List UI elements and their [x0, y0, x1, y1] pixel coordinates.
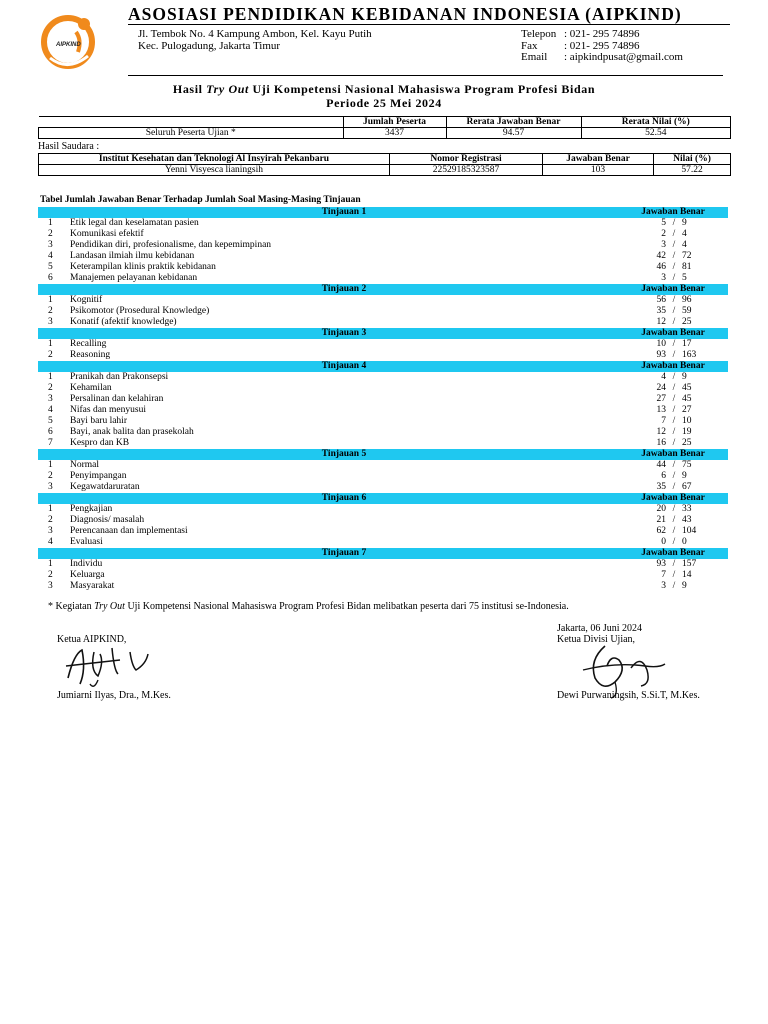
item-number: 5 — [48, 416, 53, 426]
item-number: 3 — [48, 240, 53, 250]
item-score — [618, 537, 728, 548]
item-name: Bayi baru lahir — [70, 416, 127, 426]
table-row — [38, 350, 728, 361]
score-separator: / — [672, 350, 676, 360]
score-separator: / — [672, 372, 676, 382]
summary-header: Rerata Nilai (%) — [581, 117, 731, 128]
total-count: 67 — [682, 482, 692, 492]
correct-count: 0 — [661, 537, 666, 547]
correct-count: 3 — [661, 273, 666, 283]
item-name: Nifas dan menyusui — [70, 405, 146, 415]
item-score — [618, 471, 728, 482]
phone-label: Telepon — [521, 28, 557, 40]
total-count: 25 — [682, 438, 692, 448]
item-score — [618, 240, 728, 251]
correct-count: 35 — [656, 306, 666, 316]
item-score — [618, 526, 728, 537]
table-row — [38, 229, 728, 240]
total-count: 25 — [682, 317, 692, 327]
correct-count: 93 — [656, 350, 666, 360]
correct-count: 3 — [661, 240, 666, 250]
section-title: Tinjauan 7 — [70, 548, 618, 559]
personal-header: Nomor Registrasi — [390, 154, 543, 165]
correct-count: 21 — [656, 515, 666, 525]
section-no-blank — [38, 548, 70, 559]
item-number: 1 — [48, 504, 53, 514]
score-separator: / — [672, 482, 676, 492]
total-count: 45 — [682, 383, 692, 393]
item-number: 1 — [48, 218, 53, 228]
table-row — [38, 394, 728, 405]
score-separator: / — [672, 383, 676, 393]
score-separator: / — [672, 273, 676, 283]
phone-value: : 021- 295 74896 — [564, 28, 640, 40]
item-number: 3 — [48, 482, 53, 492]
report-period: Periode 25 Mei 2024 — [326, 96, 442, 110]
item-number: 7 — [48, 438, 53, 448]
fax-value: : 021- 295 74896 — [564, 40, 640, 52]
section-no-blank — [38, 493, 70, 504]
table-row — [38, 482, 728, 493]
footnote-post: Uji Kompetensi Nasional Mahasiswa Program Profesi Bidan melibatkan peserta dari 75 institusi se-Indonesia. — [124, 601, 569, 612]
item-name: Kespro dan KB — [70, 438, 130, 448]
item-name: Bayi, anak balita dan prasekolah — [70, 427, 194, 437]
section-no-blank — [38, 328, 70, 339]
item-score — [618, 570, 728, 581]
item-name: Reasoning — [70, 350, 111, 360]
table-row — [38, 240, 728, 251]
item-name: Perencanaan dan implementasi — [70, 526, 188, 536]
correct-count: 2 — [661, 229, 666, 239]
signature-place-date: Jakarta, 06 Juni 2024 — [557, 623, 642, 634]
address-line-1: Jl. Tembok No. 4 Kampung Ambon, Kel. Kayu Putih — [138, 28, 372, 40]
total-count: 43 — [682, 515, 692, 525]
score-separator: / — [672, 240, 676, 250]
organization-name: ASOSIASI PENDIDIKAN KEBIDANAN INDONESIA (AIPKIND) — [128, 4, 682, 24]
total-count: 45 — [682, 394, 692, 404]
score-separator: / — [672, 537, 676, 547]
correct-count: 13 — [656, 405, 666, 415]
title-italic: Try Out — [206, 82, 249, 96]
correct-count: 4 — [661, 372, 666, 382]
detail-table — [38, 207, 728, 592]
item-score — [618, 416, 728, 427]
table-row — [38, 471, 728, 482]
total-count: 5 — [682, 273, 687, 283]
summary-row-label: Seluruh Peserta Ujian * — [39, 128, 344, 139]
score-percent: 57.22 — [654, 165, 731, 176]
total-count: 33 — [682, 504, 692, 514]
summary-table — [38, 116, 731, 139]
correct-count: 27 — [656, 394, 666, 404]
left-signatory-title: Ketua AIPKIND, — [57, 634, 127, 645]
item-number: 4 — [48, 537, 53, 547]
total-count: 14 — [682, 570, 692, 580]
left-signatory-name: Jumiarni Ilyas, Dra., M.Kes. — [57, 690, 171, 701]
correct-count: 6 — [661, 471, 666, 481]
correct-count: 3 — [661, 581, 666, 591]
section-header-row — [38, 361, 728, 372]
student-name: Yenni Visyesca lianingsih — [39, 165, 390, 176]
item-number: 2 — [48, 350, 53, 360]
item-number: 1 — [48, 295, 53, 305]
score-separator: / — [672, 339, 676, 349]
total-count: 59 — [682, 306, 692, 316]
score-separator: / — [672, 471, 676, 481]
table-row — [38, 273, 728, 284]
table-row — [38, 559, 728, 570]
section-header-row — [38, 207, 728, 218]
item-score — [618, 383, 728, 394]
answer-header: Jawaban Benar — [618, 328, 728, 339]
score-separator: / — [672, 229, 676, 239]
section-header-row — [38, 493, 728, 504]
detail-table-title: Tabel Jumlah Jawaban Benar Terhadap Jumlah Soal Masing-Masing Tinjauan — [40, 195, 361, 205]
section-no-blank — [38, 207, 70, 218]
registration-number: 22529185323587 — [390, 165, 543, 176]
item-number: 1 — [48, 339, 53, 349]
section-title: Tinjauan 3 — [70, 328, 618, 339]
answer-header: Jawaban Benar — [618, 361, 728, 372]
item-name: Kegawatdaruratan — [70, 482, 140, 492]
total-count: 72 — [682, 251, 692, 261]
table-row — [38, 438, 728, 449]
institution-name: Institut Kesehatan dan Teknologi Al Insyirah Pekanbaru — [39, 154, 390, 165]
score-separator: / — [672, 581, 676, 591]
item-number: 2 — [48, 515, 53, 525]
item-score — [618, 581, 728, 592]
score-separator: / — [672, 295, 676, 305]
item-score — [618, 251, 728, 262]
total-count: 9 — [682, 372, 687, 382]
score-separator: / — [672, 416, 676, 426]
table-row — [38, 570, 728, 581]
item-score — [618, 504, 728, 515]
logo-text: AIPKIND — [56, 42, 81, 48]
email-label: Email — [521, 51, 548, 63]
item-name: Pendidikan diri, profesionalisme, dan kepemimpinan — [70, 240, 272, 250]
item-name: Penyimpangan — [70, 471, 127, 481]
item-number: 6 — [48, 273, 53, 283]
correct-count: 44 — [656, 460, 666, 470]
fax-label: Fax — [521, 40, 538, 52]
item-number: 1 — [48, 460, 53, 470]
total-count: 19 — [682, 427, 692, 437]
table-row — [38, 372, 728, 383]
table-row — [38, 581, 728, 592]
section-no-blank — [38, 284, 70, 295]
right-signatory-name: Dewi Purwaningsih, S.Si.T, M.Kes. — [557, 690, 700, 701]
section-title: Tinjauan 1 — [70, 207, 618, 218]
item-name: Komunikasi efektif — [70, 229, 144, 239]
header-divider — [128, 75, 723, 76]
score-separator: / — [672, 504, 676, 514]
item-score — [618, 515, 728, 526]
total-count: 4 — [682, 240, 687, 250]
total-count: 9 — [682, 471, 687, 481]
section-no-blank — [38, 361, 70, 372]
item-score — [618, 306, 728, 317]
item-number: 3 — [48, 394, 53, 404]
score-separator: / — [672, 515, 676, 525]
answer-header: Jawaban Benar — [618, 493, 728, 504]
correct-count: 7 — [661, 416, 666, 426]
right-signatory-title: Ketua Divisi Ujian, — [557, 634, 636, 645]
item-name: Keluarga — [70, 570, 105, 580]
item-score — [618, 218, 728, 229]
title-post: Uji Kompetensi Nasional Mahasiswa Program Profesi Bidan — [248, 82, 596, 96]
correct-count: 42 — [656, 251, 666, 261]
item-score — [618, 438, 728, 449]
personal-result-table — [38, 153, 731, 176]
answer-header: Jawaban Benar — [618, 284, 728, 295]
item-name: Normal — [70, 460, 100, 470]
item-score — [618, 262, 728, 273]
personal-result-label: Hasil Saudara : — [38, 141, 100, 152]
item-score — [618, 460, 728, 471]
total-count: 75 — [682, 460, 692, 470]
table-row — [38, 504, 728, 515]
personal-header: Nilai (%) — [654, 154, 731, 165]
table-row — [38, 537, 728, 548]
score-separator: / — [672, 262, 676, 272]
table-row — [38, 306, 728, 317]
correct-count: 12 — [656, 317, 666, 327]
item-score — [618, 295, 728, 306]
item-name: Individu — [70, 559, 103, 569]
score-separator: / — [672, 427, 676, 437]
score-separator: / — [672, 405, 676, 415]
section-header-row — [38, 548, 728, 559]
summary-value: 94.57 — [446, 128, 581, 139]
item-number: 6 — [48, 427, 53, 437]
correct-count: 10 — [656, 339, 666, 349]
personal-header: Jawaban Benar — [543, 154, 654, 165]
section-no-blank — [38, 449, 70, 460]
item-number: 2 — [48, 229, 53, 239]
total-count: 9 — [682, 218, 687, 228]
table-row — [38, 317, 728, 328]
item-name: Persalinan dan kelahiran — [70, 394, 164, 404]
item-number: 1 — [48, 372, 53, 382]
item-number: 2 — [48, 306, 53, 316]
answer-header: Jawaban Benar — [618, 449, 728, 460]
item-score — [618, 405, 728, 416]
answer-header: Jawaban Benar — [618, 548, 728, 559]
footnote — [48, 601, 569, 612]
section-title: Tinjauan 6 — [70, 493, 618, 504]
table-row — [38, 339, 728, 350]
total-count: 27 — [682, 405, 692, 415]
total-count: 0 — [682, 537, 687, 547]
score-separator: / — [672, 251, 676, 261]
item-name: Etik legal dan keselamatan pasien — [70, 218, 199, 228]
item-number: 3 — [48, 317, 53, 327]
total-count: 81 — [682, 262, 692, 272]
item-name: Manajemen pelayanan kebidanan — [70, 273, 198, 283]
section-title: Tinjauan 5 — [70, 449, 618, 460]
score-separator: / — [672, 570, 676, 580]
item-number: 5 — [48, 262, 53, 272]
item-number: 4 — [48, 405, 53, 415]
item-score — [618, 229, 728, 240]
correct-count: 20 — [656, 504, 666, 514]
correct-count: 93 — [656, 559, 666, 569]
correct-count: 56 — [656, 295, 666, 305]
summary-header: Jumlah Peserta — [343, 117, 446, 128]
correct-answers: 103 — [543, 165, 654, 176]
item-score — [618, 427, 728, 438]
footnote-italic: Try Out — [94, 601, 125, 612]
score-separator: / — [672, 218, 676, 228]
item-score — [618, 339, 728, 350]
total-count: 9 — [682, 581, 687, 591]
table-row — [38, 251, 728, 262]
total-count: 10 — [682, 416, 692, 426]
score-separator: / — [672, 559, 676, 569]
section-header-row — [38, 328, 728, 339]
total-count: 96 — [682, 295, 692, 305]
footnote-pre: * Kegiatan — [48, 601, 95, 612]
section-header-row — [38, 284, 728, 295]
item-number: 2 — [48, 570, 53, 580]
correct-count: 7 — [661, 570, 666, 580]
total-count: 157 — [682, 559, 697, 569]
item-name: Kognitif — [70, 295, 103, 305]
aipkind-logo — [36, 12, 106, 70]
item-score — [618, 394, 728, 405]
summary-blank-cell — [39, 117, 344, 128]
report-title — [0, 82, 768, 97]
item-score — [618, 273, 728, 284]
summary-value: 3437 — [343, 128, 446, 139]
item-name: Konatif (afektif knowledge) — [70, 317, 177, 327]
table-row — [38, 526, 728, 537]
score-separator: / — [672, 460, 676, 470]
summary-value: 52.54 — [581, 128, 731, 139]
item-name: Psikomotor (Prosedural Knowledge) — [70, 306, 210, 316]
item-score — [618, 350, 728, 361]
total-count: 17 — [682, 339, 692, 349]
item-name: Landasan ilmiah ilmu kebidanan — [70, 251, 195, 261]
score-separator: / — [672, 526, 676, 536]
correct-count: 12 — [656, 427, 666, 437]
correct-count: 35 — [656, 482, 666, 492]
item-number: 1 — [48, 559, 53, 569]
table-row — [38, 295, 728, 306]
item-score — [618, 317, 728, 328]
correct-count: 24 — [656, 383, 666, 393]
address-line-2: Kec. Pulogadung, Jakarta Timur — [138, 40, 281, 52]
section-title: Tinjauan 4 — [70, 361, 618, 372]
item-name: Recalling — [70, 339, 107, 349]
email-value: : aipkindpusat@gmail.com — [564, 51, 683, 63]
item-number: 3 — [48, 526, 53, 536]
score-separator: / — [672, 317, 676, 327]
summary-header: Rerata Jawaban Benar — [446, 117, 581, 128]
table-row — [38, 515, 728, 526]
correct-count: 5 — [661, 218, 666, 228]
table-row — [38, 218, 728, 229]
table-row — [38, 383, 728, 394]
item-number: 2 — [48, 471, 53, 481]
item-score — [618, 482, 728, 493]
section-header-row — [38, 449, 728, 460]
table-row — [38, 416, 728, 427]
header-underline — [128, 24, 730, 25]
total-count: 163 — [682, 350, 697, 360]
left-signature — [60, 640, 160, 692]
item-score — [618, 559, 728, 570]
total-count: 104 — [682, 526, 697, 536]
item-name: Pranikah dan Prakonsepsi — [70, 372, 169, 382]
correct-count: 16 — [656, 438, 666, 448]
table-row — [38, 405, 728, 416]
item-number: 4 — [48, 251, 53, 261]
item-number: 2 — [48, 383, 53, 393]
table-row — [38, 262, 728, 273]
correct-count: 46 — [656, 262, 666, 272]
answer-header: Jawaban Benar — [618, 207, 728, 218]
title-pre: Hasil — [172, 82, 207, 96]
total-count: 4 — [682, 229, 687, 239]
table-row — [38, 460, 728, 471]
item-name: Kehamilan — [70, 383, 112, 393]
item-number: 3 — [48, 581, 53, 591]
section-title: Tinjauan 2 — [70, 284, 618, 295]
correct-count: 62 — [656, 526, 666, 536]
score-separator: / — [672, 394, 676, 404]
score-separator: / — [672, 306, 676, 316]
item-name: Keterampilan klinis praktik kebidanan — [70, 262, 216, 272]
item-name: Diagnosis/ masalah — [70, 515, 145, 525]
table-row — [38, 427, 728, 438]
item-name: Masyarakat — [70, 581, 115, 591]
item-score — [618, 372, 728, 383]
item-name: Evaluasi — [70, 537, 103, 547]
score-separator: / — [672, 438, 676, 448]
item-name: Pengkajian — [70, 504, 113, 514]
